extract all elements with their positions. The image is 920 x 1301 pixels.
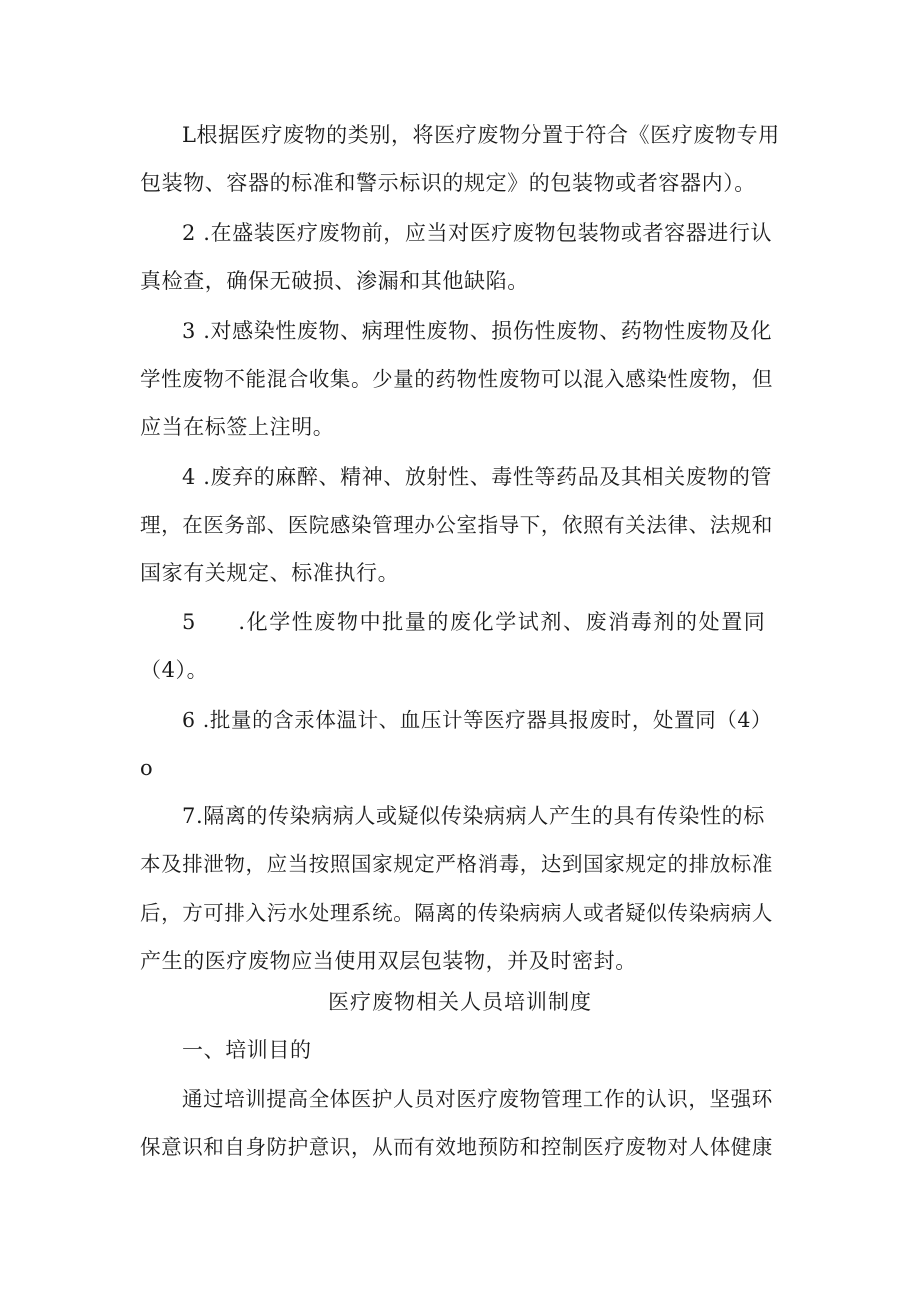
item-7-line-1: 7.隔离的传染病病人或疑似传染病病人产生的具有传染性的标 xyxy=(182,804,765,828)
item-5-line-1: 5 .化学性废物中批量的废化学试剂、废消毒剂的处置同 xyxy=(182,610,767,634)
section-title: 医疗废物相关人员培训制度 xyxy=(328,990,592,1014)
item-1-line-1: L根据医疗废物的类别，将医疗废物分置于符合《医疗废物专用 xyxy=(182,123,780,147)
item-3-line-3: 应当在标签上注明。 xyxy=(140,415,335,439)
item-5-line-2: （4）。 xyxy=(140,658,209,682)
item-2-line-2: 真检查，确保无破损、渗漏和其他缺陷。 xyxy=(140,269,529,293)
item-6-line-2: o xyxy=(140,756,154,780)
item-2-line-1: 2 .在盛装医疗废物前，应当对医疗废物包装物或者容器进行认 xyxy=(182,221,773,245)
item-4-line-1: 4 .废弃的麻醉、精神、放射性、毒性等药品及其相关废物的管 xyxy=(182,465,773,489)
item-4-line-2: 理，在医务部、医院感染管理办公室指导下，依照有关法律、法规和 xyxy=(140,513,773,537)
item-3-line-1: 3 .对感染性废物、病理性废物、损伤性废物、药物性废物及化 xyxy=(182,319,773,343)
item-7-line-3: 后，方可排入污水处理系统。隔离的传染病病人或者疑似传染病病人 xyxy=(140,901,773,925)
item-6-line-1: 6 .批量的含汞体温计、血压计等医疗器具报废时，处置同（4） xyxy=(182,708,773,732)
item-4-line-3: 国家有关规定、标准执行。 xyxy=(140,561,400,585)
item-7-line-2: 本及排泄物，应当按照国家规定严格消毒，达到国家规定的排放标准 xyxy=(140,852,773,876)
item-3-line-2: 学性废物不能混合收集。少量的药物性废物可以混入感染性废物，但 xyxy=(140,367,773,391)
item-1-line-2: 包装物、容器的标准和警示标识的规定》的包装物或者容器内）。 xyxy=(140,171,756,195)
section-heading: 一、培训目的 xyxy=(182,1038,312,1062)
body-line-2: 保意识和自身防护意识，从而有效地预防和控制医疗废物对人体健康 xyxy=(140,1135,773,1159)
item-7-line-4: 产生的医疗废物应当使用双层包装物，并及时密封。 xyxy=(140,949,637,973)
body-line-1: 通过培训提高全体医护人员对医疗废物管理工作的认识，坚强环 xyxy=(182,1087,773,1111)
